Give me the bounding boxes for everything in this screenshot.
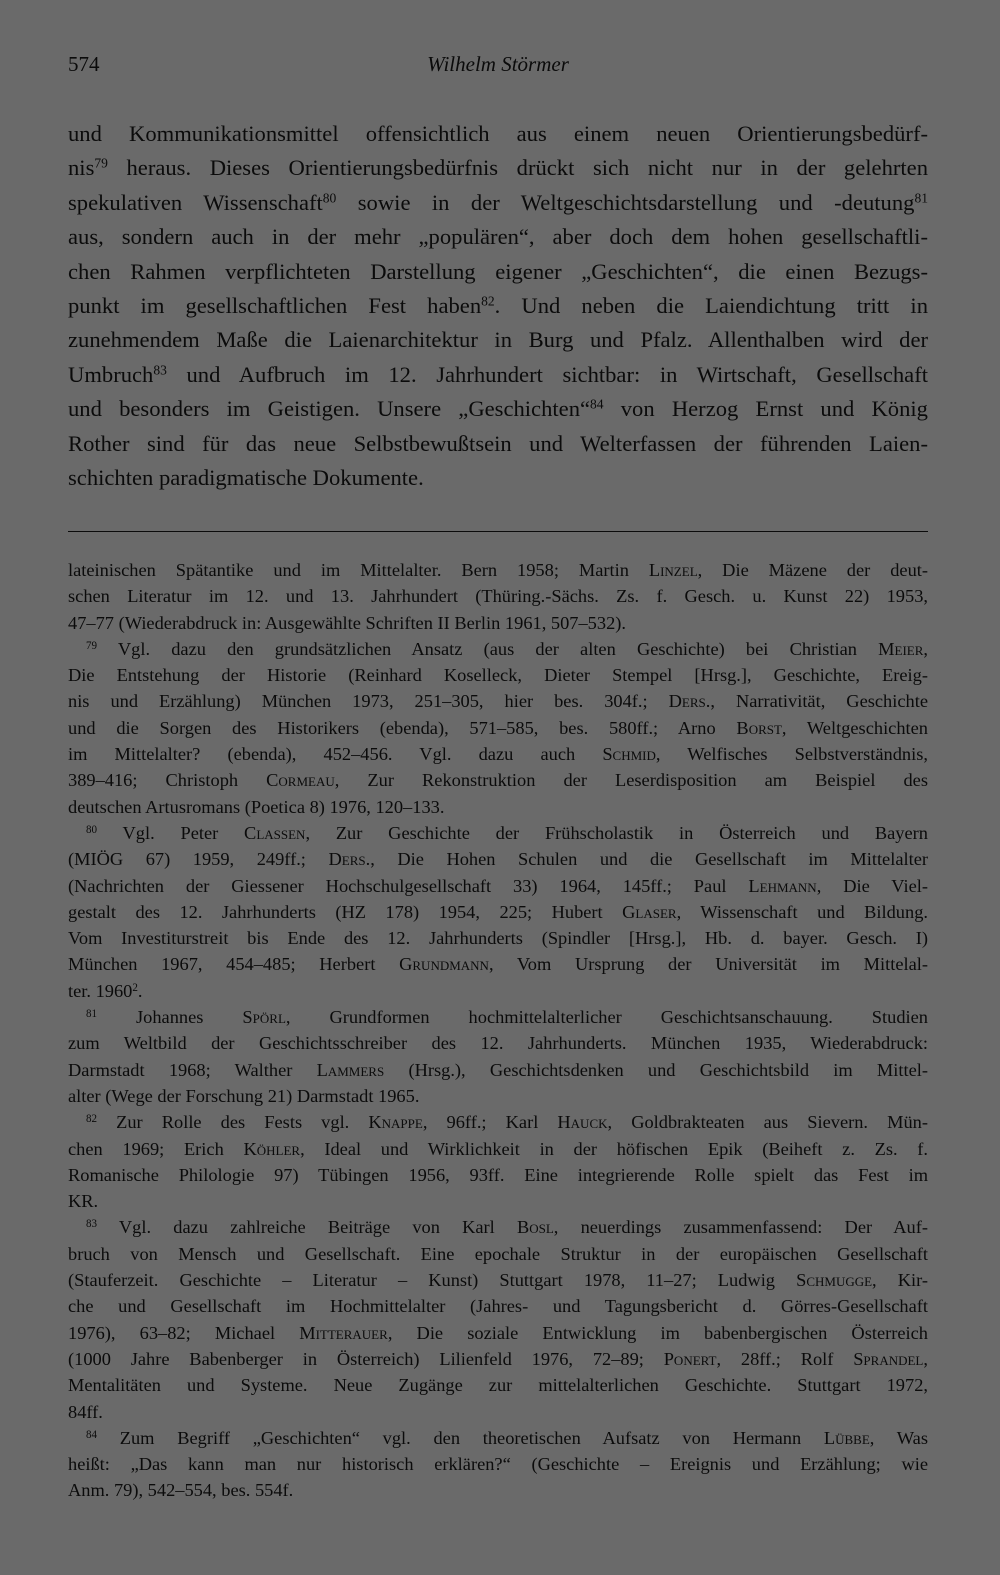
footnote-line: (MIÖG 67) 1959, 249ff.; Ders., Die Hohen Schulen und die Gesellschaft im Mittelalter [68, 849, 928, 870]
footnote-number: 81 [86, 1007, 98, 1020]
text-line: und Kommunikationsmittel offensichtlich aus einem neuen Orientierungsbedürf- [68, 121, 928, 146]
footnote-ref: 82 [481, 293, 495, 309]
footnote-79: $^{79}$ Vgl. dazu den grundsätzlichen Ansatz (aus der alten Geschichte) bei Christian Meier, [86, 638, 928, 659]
footnote-line: 1976), 63–82; Michael Mitterauer, Die soziale Entwicklung im babenbergischen Österreich [68, 1322, 928, 1343]
text-line: und besonders im Geistigen. Unsere „Geschichten“$^{84}$ von Herzog Ernst und König [68, 396, 928, 422]
footnote-separator [68, 531, 928, 532]
footnote-81: $^{81}$ Johannes Spörl, Grundformen hochmittelalterlicher Geschichtsanschauung. Studien [86, 1007, 928, 1028]
main-text [68, 117, 928, 495]
footnote-line: heißt: „Das kann man nur historisch erklären?“ (Geschichte – Ereignis und Erzählung; wie [68, 1454, 928, 1475]
text-line: chen Rahmen verpflichteten Darstellung eigener „Geschichten“, die einen Bezugs- [68, 258, 928, 284]
running-head-author: Wilhelm Störmer [427, 52, 569, 76]
text-line: aus, sondern auch in der mehr „populären“, aber doch dem hohen gesellschaftli- [68, 224, 928, 250]
text-line: punkt im gesellschaftlichen Fest haben$^{82}$. Und neben die Laiendichtung tritt in [68, 292, 928, 318]
footnote-line: alter (Wege der Forschung 21) Darmstadt 1965. [68, 1085, 420, 1106]
footnote-line: chen 1969; Erich Köhler, Ideal und Wirklichkeit in der höfischen Epik (Beiheft z. Zs. f. [68, 1138, 928, 1159]
footnote-line: ter. 1960$^2$. [68, 980, 143, 1001]
footnote-number: 82 [86, 1113, 98, 1126]
footnote-line: 389–416; Christoph Cormeau, Zur Rekonstruktion der Leserdisposition am Beispiel des [68, 770, 928, 791]
footnote-line: lateinischen Spätantike und im Mittelalter. Bern 1958; Martin Linzel, Die Mäzene der deut- [68, 560, 929, 580]
text-line: nis$^{79}$ heraus. Dieses Orientierungsbedürfnis drückt sich nicht nur in der gelehrten [68, 155, 928, 181]
footnote-number: 79 [86, 639, 98, 652]
text-line: Rother sind für das neue Selbstbewußtsein und Welterfassen der führenden Laien- [68, 430, 928, 456]
footnote-line: im Mittelalter? (ebenda), 452–456. Vgl. dazu auch Schmid, Welfisches Selbstverständnis, [68, 744, 928, 765]
footnote-line: Anm. 79), 542–554, bes. 554f. [68, 1480, 294, 1501]
footnote-line: zum Weltbild der Geschichtsschreiber des 12. Jahrhunderts. München 1935, Wiederabdruck: [68, 1033, 928, 1054]
footnote-line: che und Gesellschaft im Hochmittelalter (Jahres- und Tagungsbericht d. Görres-Gesellschaft [68, 1296, 928, 1317]
footnote-ref: 84 [590, 396, 604, 412]
footnote-line: (1000 Jahre Babenberger in Österreich) Lilienfeld 1976, 72–89; Ponert, 28ff.; Rolf Sprandel, [68, 1348, 928, 1369]
footnote-line: Romanische Philologie 97) Tübingen 1956, 93ff. Eine integrierende Rolle spielt das Fest im [68, 1164, 928, 1185]
footnote-80: $^{80}$ Vgl. Peter Classen, Zur Geschichte der Frühscholastik in Österreich und Bayern [86, 822, 928, 843]
footnote-line: 47–77 (Wiederabdruck in: Ausgewählte Schriften II Berlin 1961, 507–532). [68, 612, 626, 633]
footnote-line: nis und Erzählung) München 1973, 251–305, hier bes. 304f.; Ders., Narrativität, Geschichte [68, 691, 928, 712]
footnote-line: Vom Investiturstreit bis Ende des 12. Jahrhunderts (Spindler [Hrsg.], Hb. d. bayer. Gesch. I) [68, 928, 928, 949]
footnote-line: deutschen Artusromans (Poetica 8) 1976, 120–133. [68, 796, 445, 817]
footnote-line: München 1967, 454–485; Herbert Grundmann, Vom Ursprung der Universität im Mittelal- [68, 954, 928, 975]
page-number: 574 [68, 52, 100, 76]
footnote-line: und die Sorgen des Historikers (ebenda), 571–585, bes. 580ff.; Arno Borst, Weltgeschichten [68, 717, 928, 738]
footnote-ref: 81 [914, 190, 928, 206]
footnote-line: bruch von Mensch und Gesellschaft. Eine epochale Struktur in der europäischen Gesellschaft [68, 1243, 928, 1264]
footnote-line: Darmstadt 1968; Walther Lammers (Hrsg.), Geschichtsdenken und Geschichtsbild im Mittel- [68, 1059, 928, 1080]
footnote-line: Die Entstehung der Historie (Reinhard Koselleck, Dieter Stempel [Hrsg.], Geschichte, Ereig- [68, 665, 928, 686]
footnotes [68, 557, 928, 1504]
text-line: Umbruch$^{83}$ und Aufbruch im 12. Jahrhundert sichtbar: in Wirtschaft, Gesellschaft [68, 361, 928, 387]
footnote-83: $^{83}$ Vgl. dazu zahlreiche Beiträge von Karl Bosl, neuerdings zusammenfassend: Der Auf- [86, 1217, 928, 1238]
footnote-line: Mentalitäten und Systeme. Neue Zugänge zur mittelalterlichen Geschichte. Stuttgart 1972, [68, 1375, 928, 1396]
footnote-82: $^{82}$ Zur Rolle des Fests vgl. Knappe, 96ff.; Karl Hauck, Goldbrakteaten aus Sievern. Mün- [86, 1112, 928, 1133]
footnote-number: 80 [86, 823, 98, 836]
footnote-ref: 79 [94, 155, 108, 171]
text-line: spekulativen Wissenschaft$^{80}$ sowie in der Weltgeschichtsdarstellung und -deutung$^{81}$ [68, 189, 928, 215]
footnote-number: 84 [86, 1428, 98, 1441]
footnote-line: 84ff. [68, 1401, 103, 1422]
page-header [68, 52, 928, 84]
footnote-84: $^{84}$ Zum Begriff „Geschichten“ vgl. den theoretischen Aufsatz von Hermann Lübbe, Was [86, 1427, 928, 1448]
footnote-line: (Nachrichten der Giessener Hochschulgesellschaft 33) 1964, 145ff.; Paul Lehmann, Die Viel- [68, 875, 928, 896]
footnote-ref: 80 [322, 190, 337, 206]
footnote-ref: 83 [153, 362, 167, 378]
footnote-line: KR. [68, 1191, 99, 1212]
footnote-line: gestalt des 12. Jahrhunderts (HZ 178) 1954, 225; Hubert Glaser, Wissenschaft und Bildung. [68, 901, 928, 922]
text-line: zunehmendem Maße die Laienarchitektur in Burg und Pfalz. Allenthalben wird der [68, 327, 928, 353]
footnote-line: schen Literatur im 12. und 13. Jahrhundert (Thüring.-Sächs. Zs. f. Gesch. u. Kunst 22) 1953, [68, 586, 928, 607]
footnote-number: 83 [86, 1218, 98, 1231]
footnote-line: (Stauferzeit. Geschichte – Literatur – Kunst) Stuttgart 1978, 11–27; Ludwig Schmugge, Kir- [68, 1270, 929, 1291]
text-line: schichten paradigmatische Dokumente. [68, 464, 424, 490]
